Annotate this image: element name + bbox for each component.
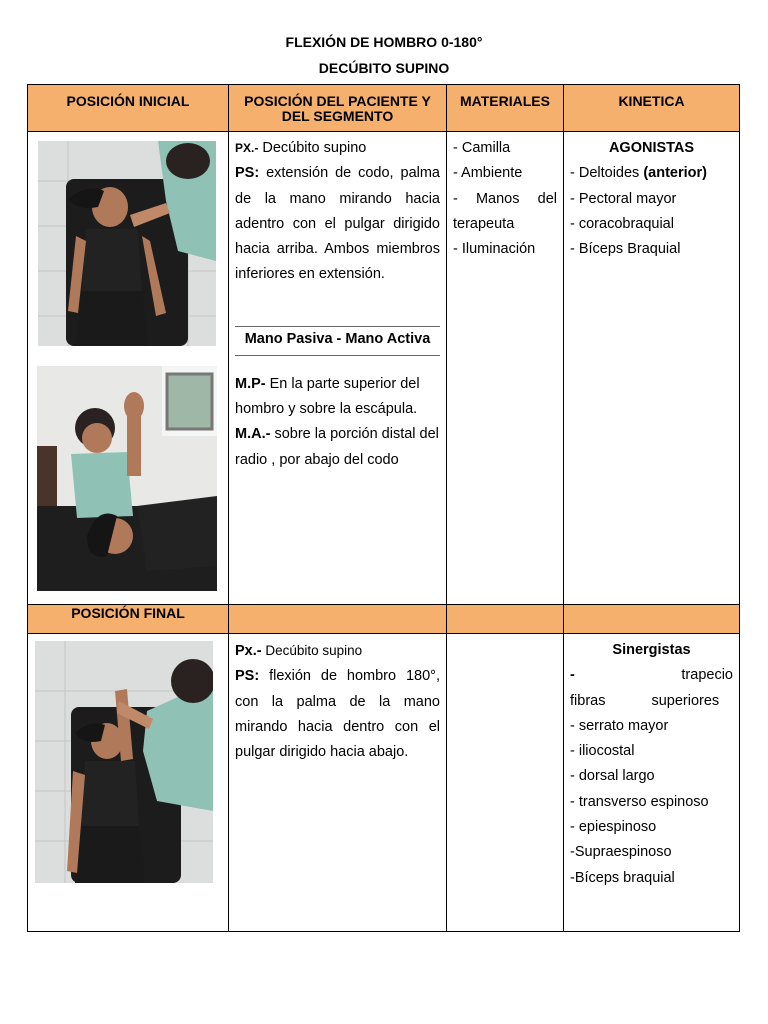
hands-subtitle: Mano Pasiva - Mano Activa (235, 326, 440, 356)
ma-label: M.A.- (235, 426, 271, 443)
px-label: Px.- (235, 643, 262, 659)
initial-position-photo (38, 141, 216, 346)
ma-text: sobre la porción distal del radio , por abajo del codo (235, 426, 439, 468)
agonists-list (570, 136, 733, 262)
synergist-item: - dorsal largo (570, 768, 655, 785)
synergist-item: - epiespinoso (570, 819, 657, 836)
synergist-item: - transverso espinoso (570, 793, 709, 810)
header-final-position: POSICIÓN FINAL (71, 605, 185, 621)
synergist-item: -Bíceps braquial (570, 869, 675, 886)
material-item: - Manos del terapeuta (453, 190, 557, 232)
header-initial-position: POSICIÓN INICIAL (66, 93, 190, 109)
material-item: - Camilla (453, 140, 511, 156)
synergist-item: -Supraespinoso (570, 844, 672, 861)
header-materials: MATERIALES (460, 93, 550, 109)
synergists-list (570, 638, 733, 891)
final-description (235, 638, 440, 765)
hands-description (235, 372, 440, 473)
agonist-item: - coracobraquial (570, 215, 674, 232)
header-row (28, 85, 740, 132)
mp-text: En la parte superior del hombro y sobre la escápula. (235, 375, 420, 418)
header-patient-position: POSICIÓN DEL PACIENTE Y DEL SEGMENTO (244, 93, 431, 124)
agonists-title: AGONISTAS (608, 140, 695, 156)
ps-text: flexión de hombro 180°, con la palma de la mano mirando hacia dentro con el pulgar dirigido hacia abajo. (235, 668, 440, 761)
document-title: FLEXIÓN DE HOMBRO 0-180° (285, 34, 483, 50)
px-label: PX.- (235, 141, 259, 155)
agonist-item: - Pectoral mayor (570, 190, 677, 207)
ps-text: extensión de codo, palma de la mano mirando hacia adentro con el pulgar dirigido hacia arriba. Ambos miembros inferiores en extensión. (235, 165, 440, 283)
material-item: - Ambiente (453, 165, 523, 182)
px-text: Decúbito supino (258, 140, 367, 156)
header-kinetics: KINETICA (618, 93, 685, 109)
materials-list (453, 136, 557, 262)
synergists-title: Sinergistas (612, 642, 691, 658)
agonist-item: - Bíceps Braquial (570, 241, 681, 258)
ps-label: PS: (235, 165, 260, 182)
synergist-item: - iliocostal (570, 743, 635, 760)
final-header-row (28, 605, 740, 634)
synergist-item: - trapecio fibras superiores (570, 667, 733, 709)
agonist-item: - Deltoides (anterior) (570, 165, 707, 182)
final-position-photo (35, 641, 213, 883)
ps-label: PS: (235, 668, 260, 685)
hand-placement-photo (37, 366, 217, 591)
synergist-item: - serrato mayor (570, 717, 669, 734)
mp-label: M.P- (235, 375, 266, 392)
material-item: - Iluminación (453, 241, 536, 258)
px-text: Decúbito supino (261, 643, 363, 658)
document-subtitle: DECÚBITO SUPINO (318, 60, 450, 76)
initial-description (235, 136, 440, 288)
